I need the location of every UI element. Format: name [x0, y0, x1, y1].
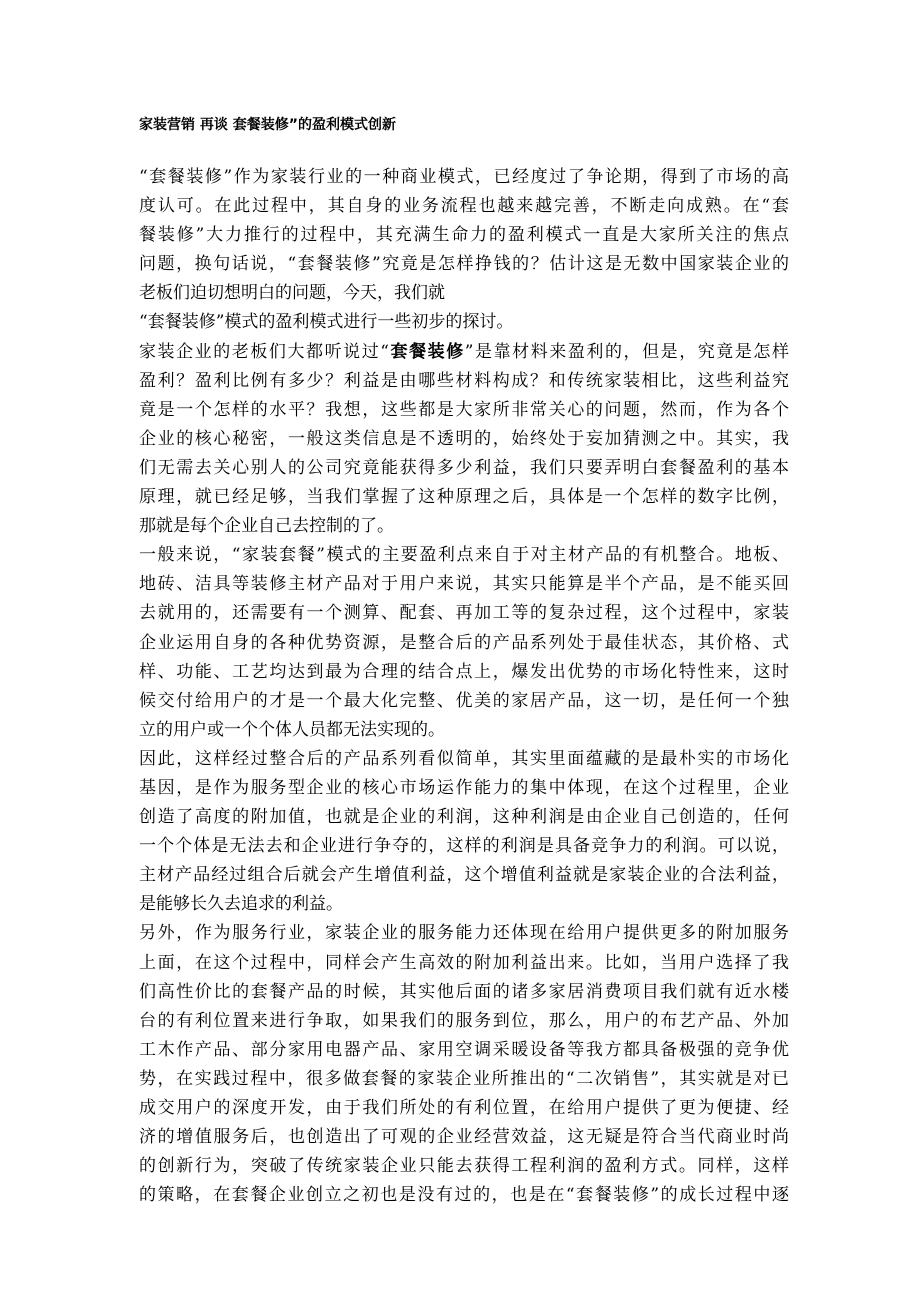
text-line: 候交付给用户的才是一个最大化完整、优美的家居产品，这一切，是任何一个独 — [139, 690, 789, 711]
text-line: 的创新行为，突破了传统家装企业只能去获得工程利润的盈利方式。同样，这样 — [139, 1156, 789, 1177]
text-line: 企业的核心秘密，一般这类信息是不透明的，始终处于妄加猜测之中。其实，我 — [139, 428, 789, 449]
text-line: 企业运用自身的各种优势资源，是整合后的产品系列处于最佳状态，其价格、式 — [139, 632, 789, 653]
text-line: “套餐装修”模式的盈利模式进行一些初步的探讨。 — [139, 312, 514, 333]
text-line: 一个个体是无法去和企业进行争夺的，这样的利润是具备竞争力的利润。可以说， — [139, 836, 789, 857]
text-line: 样、功能、工艺均达到最为合理的结合点上，爆发出优势的市场化特性来，这时 — [139, 661, 789, 682]
text-line: 度认可。在此过程中，其自身的业务流程也越来越完善，不断走向成熟。在“套 — [139, 196, 789, 217]
document-body — [139, 163, 789, 1210]
text-line: 另外，作为服务行业，家装企业的服务能力还体现在给用户提供更多的附加服务 — [139, 923, 789, 944]
bold-term: 套餐装修 — [388, 341, 465, 362]
text-line: 们无需去关心别人的公司究竟能获得多少利益，我们只要弄明白套餐盈利的基本 — [139, 457, 789, 478]
text-line: 的策略，在套餐企业创立之初也是没有过的，也是在“套餐装修”的成长过程中逐 — [139, 1185, 789, 1206]
text-line: 一般来说，“家装套餐”模式的主要盈利点来自于对主材产品的有机整合。地板、 — [139, 545, 789, 566]
text-line: 那就是每个企业自己去控制的了。 — [139, 516, 394, 537]
text-line: “套餐装修”作为家装行业的一种商业模式，已经度过了争论期，得到了市场的高 — [139, 167, 789, 187]
text-line: 济的增值服务后，也创造出了可观的企业经营效益，这无疑是符合当代商业时尚 — [139, 1127, 789, 1148]
text-line: 上面，在这个过程中，同样会产生高效的附加利益出来。比如，当用户选择了我 — [139, 952, 789, 973]
text-line: 成交用户的深度开发，由于我们所处的有利位置，在给用户提供了更为便捷、经 — [139, 1098, 789, 1118]
text-span: 家装企业的老板们大都听说过“ — [139, 341, 389, 362]
text-line: 台的有利位置来进行争取，如果我们的服务到位，那么，用户的布艺产品、外加 — [139, 1010, 789, 1031]
text-line: 创造了高度的附加值，也就是企业的利润，这种利润是由企业自己创造的，任何 — [139, 807, 789, 828]
text-line: 地砖、洁具等装修主材产品对于用户来说，其实只能算是半个产品，是不能买回 — [139, 574, 789, 595]
text-line: 餐装修”大力推行的过程中，其充满生命力的盈利模式一直是大家所关注的焦点 — [139, 225, 789, 246]
text-line: 竟是一个怎样的水平？我想，这些都是大家所非常关心的问题，然而，作为各个 — [139, 399, 789, 420]
text-line: 盈利？盈利比例有多少？利益是由哪些材料构成？和传统家装相比，这些利益究 — [139, 370, 789, 391]
text-line: 去就用的，还需要有一个测算、配套、再加工等的复杂过程，这个过程中，家装 — [139, 603, 789, 624]
text-line: 是能够长久去追求的利益。 — [139, 894, 343, 915]
text-line: 势，在实践过程中，很多做套餐的家装企业所推出的“二次销售”，其实就是对已 — [139, 1068, 789, 1089]
text-line: 基因，是作为服务型企业的核心市场运作能力的集中体现，在这个过程里，企业 — [139, 777, 789, 798]
document-title: 家装营销 再谈 套餐装修”的盈利模式创新 — [139, 117, 396, 133]
text-line: 因此，这样经过整合后的产品系列看似简单，其实里面蕴藏的是最朴实的市场化 — [139, 748, 789, 769]
text-line: 原理，就已经足够，当我们掌握了这种原理之后，具体是一个怎样的数字比例， — [139, 487, 789, 508]
text-line: 们高性价比的套餐产品的时候，其实他后面的诸多家居消费项目我们就有近水楼 — [139, 981, 789, 1002]
text-line: 立的用户或一个个体人员都无法实现的。 — [139, 719, 445, 740]
text-line — [139, 338, 789, 367]
text-line: 问题，换句话说，“套餐装修”究竟是怎样挣钱的？估计这是无数中国家装企业的 — [139, 254, 789, 275]
text-line: 工木作产品、部分家用电器产品、家用空调采暖设备等我方都具备极强的竞争优 — [139, 1039, 789, 1060]
text-span: ”是靠材料来盈利的，但是，究竟是怎样 — [464, 341, 789, 362]
text-line: 老板们迫切想明白的问题，今天，我们就 — [139, 283, 445, 304]
text-line: 主材产品经过组合后就会产生增值利益，这个增值利益就是家装企业的合法利益， — [139, 865, 789, 886]
